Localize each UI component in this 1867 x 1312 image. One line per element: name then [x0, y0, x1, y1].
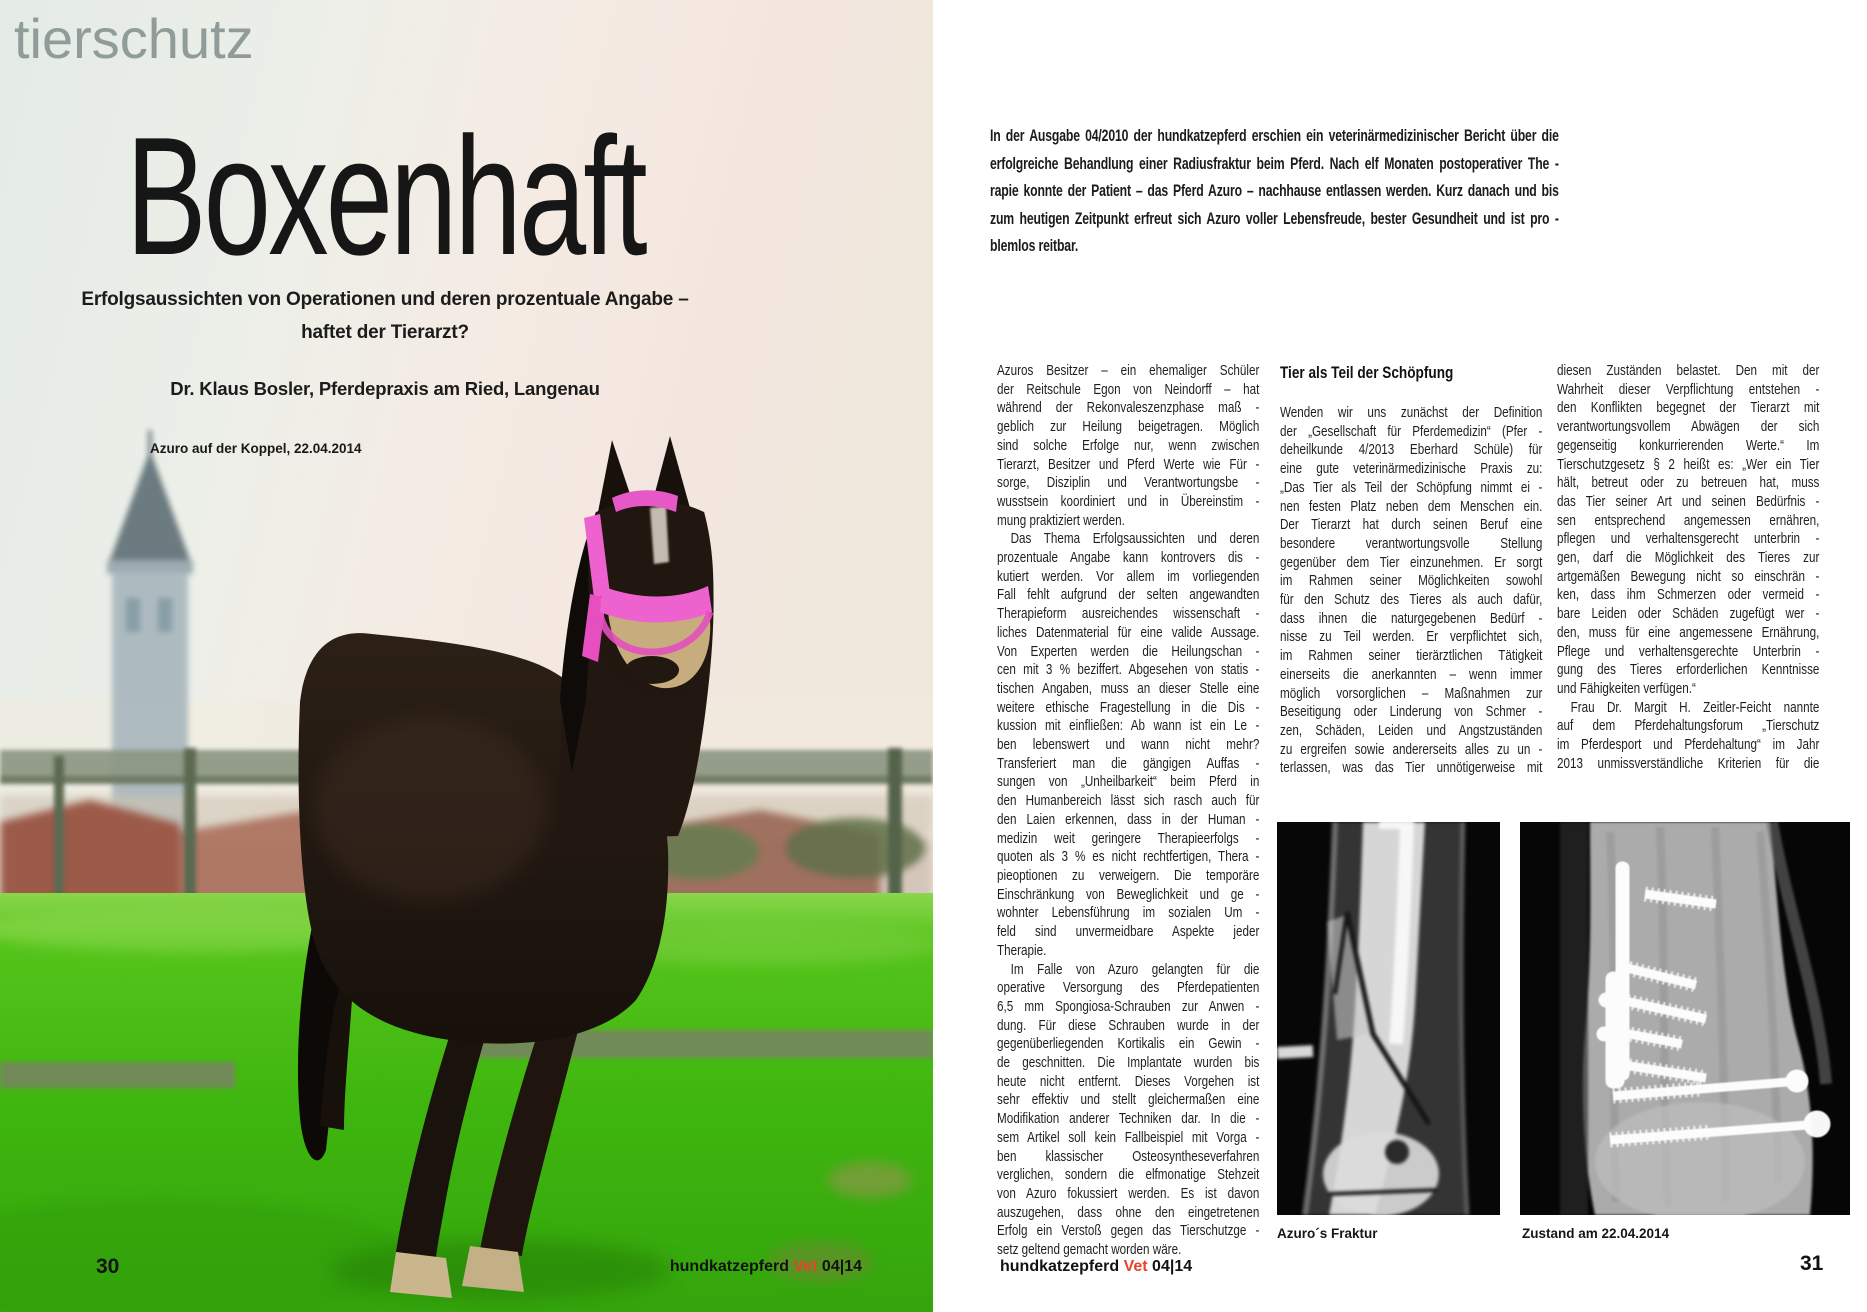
magazine-name: hundkatzepferd — [669, 1258, 789, 1275]
text-line: im Rahmen seiner tierärztlichen Tätigkeit — [1280, 648, 1543, 665]
text-line: sen entsprechend angemessen ernähren, — [1557, 512, 1820, 529]
text-line: 6,5 mm Spongiosa-Schrauben zur Anwen - — [997, 998, 1260, 1015]
text-line: Azuros Besitzer – ein ehemaliger Schüler — [997, 363, 1260, 379]
text-line: kussion mit einfließen: Ab wann ist ein Le - — [997, 718, 1260, 735]
text-line: möglich vorsorglichen – Maßnahmen zur — [1280, 685, 1543, 702]
figure-caption-2: Zustand am 22.04.2014 — [1522, 1226, 1670, 1241]
text-line: „Das Tier als Teil der Schöpfung nimmt ei - — [1280, 479, 1543, 496]
text-line: zu ergreifen sowie andererseits alles zu un - — [1280, 741, 1543, 758]
text-line: auszugehen, dass ohne den eingetretenen — [997, 1204, 1260, 1221]
article-column-2 — [1280, 362, 1542, 778]
text-line: bare Leiden oder Schäden zugefügt wer - — [1557, 606, 1820, 623]
text-line: von Azuro fokussiert werden. Es ist davon — [997, 1185, 1260, 1202]
text-line: kutiert werden. Vor allem im vorliegenden — [997, 568, 1260, 585]
text-line: ben klassischer Osteosyntheseverfahren — [997, 1148, 1260, 1165]
text-line: sungen von „Unheilbarkeit“ beim Pferd in — [997, 774, 1260, 791]
column-heading: Tier als Teil der Schöpfung — [1280, 363, 1454, 382]
text-line: Der Tierarzt hat durch seinen Beruf eine — [1280, 517, 1543, 534]
text-line: diesen Zuständen belastet. Den mit der — [1557, 363, 1820, 379]
magazine-issue: 04|14 — [1152, 1258, 1193, 1275]
text-line: operative Versorgung des Pferdepatienten — [997, 980, 1260, 997]
text-line: nen festen Platz neben dem Menschen ein. — [1280, 498, 1543, 515]
text-line: im Rahmen seiner Möglichkeiten sowohl — [1280, 573, 1543, 590]
article-column-1 — [997, 362, 1259, 1260]
text-line: sem Artikel soll kein Fallbeispiel mit Vorga - — [997, 1129, 1260, 1146]
text-line: dass ihnen die naturgegebenen Bedürf - — [1280, 610, 1543, 627]
text-line: den, muss für eine angemessene Ernährung, — [1557, 624, 1820, 641]
magazine-footer-right — [1000, 1258, 1192, 1276]
text-line: liches Datenmaterial für eine valide Aussage. — [997, 624, 1260, 641]
text-line: der Reitschule Egon von Neindorff – hat — [997, 381, 1260, 398]
text-line: gegenüber dem Tier einzunehmen. Er sorgt — [1280, 554, 1543, 571]
text-line: tischen Angaben, muss an dieser Stelle eine — [997, 680, 1260, 697]
text-line: deheilkunde 4/2013 Eberhard Schüle) für — [1280, 442, 1543, 459]
xray-figure-repaired — [1520, 822, 1850, 1215]
text-line: ben lebenswert und wann nicht mehr? — [997, 737, 1260, 754]
text-line: eine gute veterinärmedizinische Praxis zu: — [1280, 461, 1543, 478]
text-line: Einschränkung von Beweglichkeit und ge - — [997, 886, 1260, 903]
text-line: Therapie. — [997, 942, 1047, 959]
text-line: im Pferdesport und Pferdehaltung“ im Jahr — [1557, 737, 1820, 754]
text-line: In der Ausgabe 04/2010 der hundkatzepferd erschien ein veterinärmedizinischer Bericht über die — [990, 126, 1559, 145]
text-line: prozentuale Angabe kann kontrovers dis - — [997, 550, 1260, 567]
text-line: Fall fehlt aufgrund der selten angewandten — [997, 587, 1260, 604]
subtitle-line-2: haftet der Tierarzt? — [301, 322, 469, 343]
text-line: während der Rekonvaleszenzphase maß - — [997, 400, 1260, 417]
article-subtitle — [0, 283, 770, 349]
text-line: rapie konnte der Patient – das Pferd Azuro – nachhause entlassen werden. Kurz danach und bis — [990, 181, 1559, 200]
xray-image-repaired — [1520, 822, 1850, 1215]
text-line: für den Schutz des Tieres als auch dafür, — [1280, 592, 1543, 609]
page-number-left: 30 — [96, 1255, 120, 1278]
text-line: Pflege und verhaltensgerechte Unterbrin - — [1557, 643, 1820, 660]
text-line: de geschnitten. Die Implantate wurden bis — [997, 1055, 1260, 1072]
text-line: blemlos reitbar. — [990, 236, 1079, 255]
figure-caption-1: Azuro´s Fraktur — [1277, 1226, 1378, 1241]
text-line: Erfolg ein Verstoß gegen das Tierschutzge - — [997, 1223, 1260, 1240]
text-line: und Fähigkeiten verfügen.“ — [1557, 680, 1696, 697]
text-line: zum heutigen Zeitpunkt erfreut sich Azuro voller Lebensfreude, bester Gesundheit und ist pro - — [990, 208, 1559, 228]
text-line: pflegen und verhaltensgerecht unterbrin - — [1557, 531, 1820, 548]
magazine-issue: 04|14 — [821, 1258, 862, 1275]
text-line: einerseits die anerkannten – wenn immer — [1280, 666, 1543, 683]
magazine-vet-label: Vet — [793, 1258, 818, 1275]
text-line: quoten als 3 % es nicht rechtfertigen, Thera - — [997, 849, 1260, 866]
text-line: den Laien erkennen, dass in der Human - — [997, 811, 1260, 828]
text-line: sehr effektiv und stellt gleichermaßen eine — [997, 1092, 1260, 1109]
text-line: dung. Für diese Schrauben wurde in der — [997, 1017, 1260, 1034]
text-line: Therapieform ausreichendes wissenschaft - — [997, 606, 1260, 623]
text-line: medizin weit geringere Therapieerfolgs - — [997, 830, 1260, 847]
magazine-footer-left — [670, 1258, 862, 1276]
text-line: pieoptionen zu verweigern. Die temporäre — [997, 867, 1260, 884]
section-kicker: tierschutz — [14, 7, 254, 70]
text-line: mung praktiziert werden. — [997, 512, 1125, 529]
text-line: verantwortungsvollem Abwägen der sich — [1557, 419, 1820, 436]
text-line: sind solche Erfolge nur, wenn zwischen — [997, 437, 1260, 454]
text-line: gen, darf die Möglichkeit des Tieres zur — [1557, 550, 1820, 567]
text-line: Beseitigung oder Linderung von Schmer - — [1280, 704, 1543, 721]
text-line: der „Gesellschaft für Pferdemedizin“ (Pfer - — [1280, 423, 1543, 440]
text-line: Das Thema Erfolgsaussichten und deren — [1010, 531, 1260, 548]
text-line: Transferiert man die gängigen Auffas - — [997, 755, 1260, 772]
xray-figure-fracture — [1277, 822, 1500, 1215]
intro-paragraph — [990, 122, 1559, 260]
text-line: zen, Schäden, Leiden und Angstzuständen — [1280, 722, 1543, 739]
magazine-vet-label: Vet — [1123, 1258, 1148, 1275]
text-line: terlassen, was das Tier unnötigerweise mit — [1280, 760, 1543, 777]
page-number-right: 31 — [1800, 1252, 1824, 1275]
text-line: feld sind unvermeidbare Aspekte jeder — [997, 924, 1260, 941]
text-line: sorge, Disziplin und Verantwortungsbe - — [997, 475, 1260, 492]
text-line: den Humanbereich lässt sich rasch auch für — [997, 793, 1260, 810]
text-line: Tierschutzgesetz § 2 heißt es: „Wer ein Tier — [1557, 456, 1820, 473]
text-line: besondere verantwortungsvolle Stellung — [1280, 535, 1543, 552]
text-line: Modifikation anderer Techniken dar. In die - — [997, 1111, 1260, 1128]
text-line: cen mit 3 % beziffert. Abgesehen von statis - — [997, 662, 1260, 679]
text-line: verglichen, sondern die elfmonatige Stehzeit — [997, 1167, 1260, 1184]
text-line: weitere ethische Fragestellung in die Dis - — [997, 699, 1260, 716]
text-line: Im Falle von Azuro gelangten für die — [1010, 961, 1260, 978]
article-column-3 — [1557, 362, 1819, 773]
text-line: auf dem Pferdehaltungsforum „Tierschutz — [1557, 718, 1820, 735]
text-line: Tierarzt, Besitzer und Pferd Werte wie Für - — [997, 456, 1260, 473]
xray-image-fracture — [1277, 822, 1500, 1215]
horse-hoof — [390, 1252, 452, 1298]
text-line: gung des Tieres erforderlichen Kenntnisse — [1557, 662, 1820, 679]
left-page — [0, 0, 933, 1312]
photo-caption: Azuro auf der Koppel, 22.04.2014 — [150, 441, 362, 456]
text-line: den Konflikten begegnet der Tierarzt mit — [1557, 400, 1820, 417]
text-line: 2013 unmissverständliche Kriterien für die — [1557, 755, 1820, 772]
subtitle-line-1: Erfolgsaussichten von Operationen und deren prozentuale Angabe – — [81, 289, 689, 310]
text-line: artgemäßen Bewegung nicht so einschrän - — [1557, 568, 1820, 585]
text-line: geblich zur Heilung beigetragen. Möglich — [997, 419, 1260, 436]
text-line: Von Experten werden die Heilungschan - — [997, 643, 1260, 660]
text-line: wusstsein koordiniert und in Übereinstim - — [997, 493, 1260, 510]
text-line: Frau Dr. Margit H. Zeitler-Feicht nannte — [1570, 699, 1820, 716]
text-line: ken, dass ihm Schmerzen oder vermeid - — [1557, 587, 1820, 604]
text-line: nisse zu Teil werden. Er verpflichtet sich, — [1280, 629, 1543, 646]
article-title: Boxenhaft — [125, 102, 645, 290]
text-line: das Tier seiner Art und seinen Bedürfnis - — [1557, 493, 1820, 510]
text-line: wohnter Lebensführung im sozialen Um - — [997, 905, 1260, 922]
magazine-name: hundkatzepferd — [1000, 1258, 1120, 1275]
text-line: Wahrheit dieser Verpflichtung entstehen - — [1557, 381, 1820, 398]
text-line: gegenseitig konkurrierenden Werte.“ Im — [1557, 437, 1820, 454]
text-line: erfolgreiche Behandlung einer Radiusfraktur beim Pferd. Nach elf Monaten postoperativer The - — [990, 153, 1559, 173]
article-author: Dr. Klaus Bosler, Pferdepraxis am Ried, Langenau — [170, 378, 600, 399]
text-line: gegenüberliegenden Kortikalis ein Gewin - — [997, 1036, 1260, 1053]
text-line: heute nicht entfernt. Dieses Vorgehen ist — [997, 1073, 1260, 1090]
text-line: hält, betreut oder zu betreuen hat, muss — [1557, 475, 1820, 492]
right-page — [933, 0, 1867, 1312]
text-line: setz geltend gemacht worden wäre. — [997, 1242, 1182, 1259]
text-line: Wenden wir uns zunächst der Definition — [1280, 405, 1543, 421]
